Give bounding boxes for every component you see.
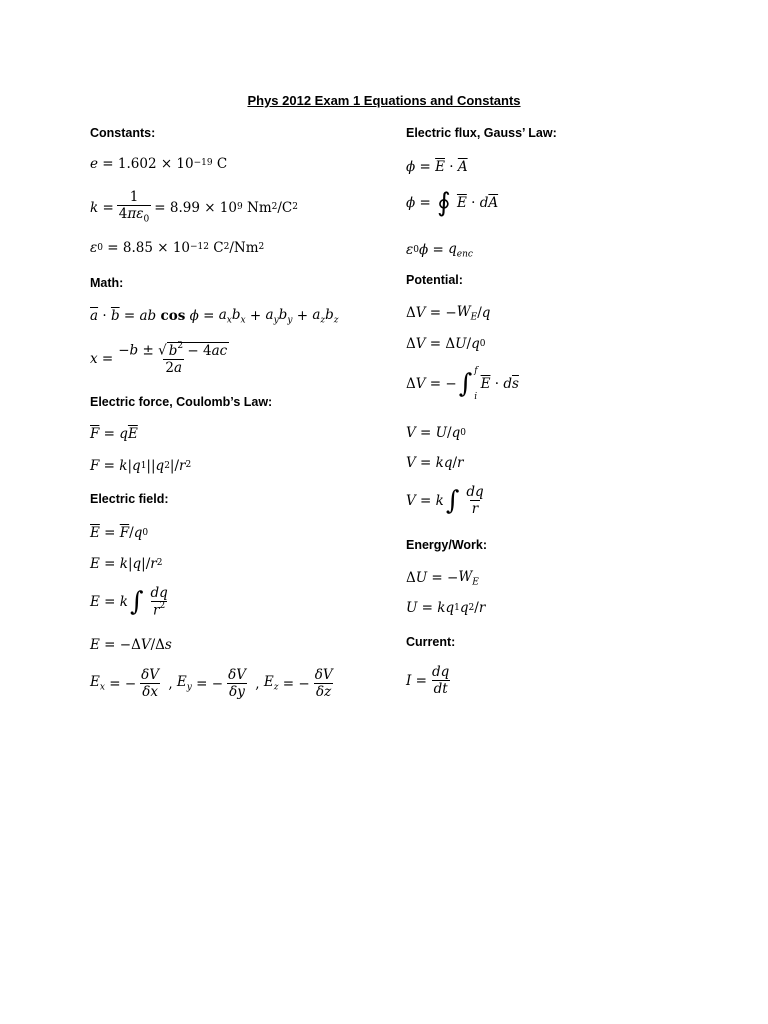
equation-field-def: $\overline{E}$ = $\overline{F}$ / q 0 <box>90 525 149 541</box>
equation-energy-change: Δ U = − $W_E$ <box>406 569 479 588</box>
equation-field-point: E = k | q |/ r $^2$ <box>90 556 163 572</box>
current-heading: Current: <box>406 635 456 649</box>
page-title: Phys 2012 Exam 1 Equations and Constants <box>247 93 521 108</box>
equation-flux-def: ϕ = $\overline{E}$ · $\overline{A}$ <box>406 159 468 175</box>
potential-heading: Potential: <box>406 273 463 287</box>
equation-field-integral: E = k ∫ $\frac{dq}{r^2}$ <box>90 585 168 619</box>
equation-gauss: ε 0 ϕ = $q_{enc}$ <box>406 241 473 260</box>
equation-current-def: I = $\frac{dq}{dt}$ <box>406 664 450 698</box>
equation-force-vector: $\overline{F}$ = q $\overline{E}$ <box>90 426 138 442</box>
equation-coulomb: F = k | q 1 || q 2 |/ r $^2$ <box>90 458 192 474</box>
equation-epsilon0: ε 0 = 8.85 × 10 $^{-12}$ C $^2$ /Nm $^2$ <box>90 240 265 256</box>
equation-e-charge: e = 1.602 × 10 $^{-19}$ C <box>90 156 228 172</box>
energy-work-heading: Energy/Work: <box>406 538 488 552</box>
equation-k-constant: k = $\frac{1}{4\pi\varepsilon_0}$ = 8.99 × 10 $^9$ Nm $^2$ /C $^2$ <box>90 189 298 225</box>
equation-potential-work: Δ V = − $W_E$ / q <box>406 304 491 323</box>
equation-potential-def: V = U / q 0 <box>406 425 466 441</box>
equation-quadratic: x = $\frac{-b \pm √ b^2 - 4ac}{2a}$ <box>90 341 228 376</box>
constants-heading: Constants: <box>90 126 156 140</box>
electric-flux-heading: Electric flux, Gauss’ Law: <box>406 126 557 140</box>
equation-field-potential: E = −Δ V /Δ s <box>90 637 172 653</box>
equation-potential-energy: Δ V = Δ U / q 0 <box>406 336 486 352</box>
electric-field-heading: Electric field: <box>90 492 169 506</box>
math-heading: Math: <box>90 276 124 290</box>
equation-energy-pair: U = kq 1 q 2 / r <box>406 600 486 616</box>
equation-potential-integral: Δ V = − ∫ f i $\overline{E}$ · d $\overline{s}$ <box>406 366 519 402</box>
equation-field-components: $E_x$ = − $\frac{\delta V}{\delta x}$ , $E_y$ = − $\frac{\delta V}{\delta y}$ , $E_z$ = − $\frac{\delta V}{\delta z}$ <box>90 667 333 701</box>
equation-potential-point: V = kq / r <box>406 455 464 471</box>
electric-force-heading: Electric force, Coulomb’s Law: <box>90 395 273 409</box>
equation-dot-product: $\overline{a}$ · $\overline{b}$ = ab cos ϕ = $a_xb_x$ + $a_yb_y$ + $a_zb_z$ <box>90 307 339 326</box>
equation-potential-integral2: V = k ∫ $\frac{dq}{r}$ <box>406 484 484 518</box>
equation-flux-integral: ϕ = ∮ $\overline{E}$ · d $\overline{A}$ <box>406 188 499 218</box>
